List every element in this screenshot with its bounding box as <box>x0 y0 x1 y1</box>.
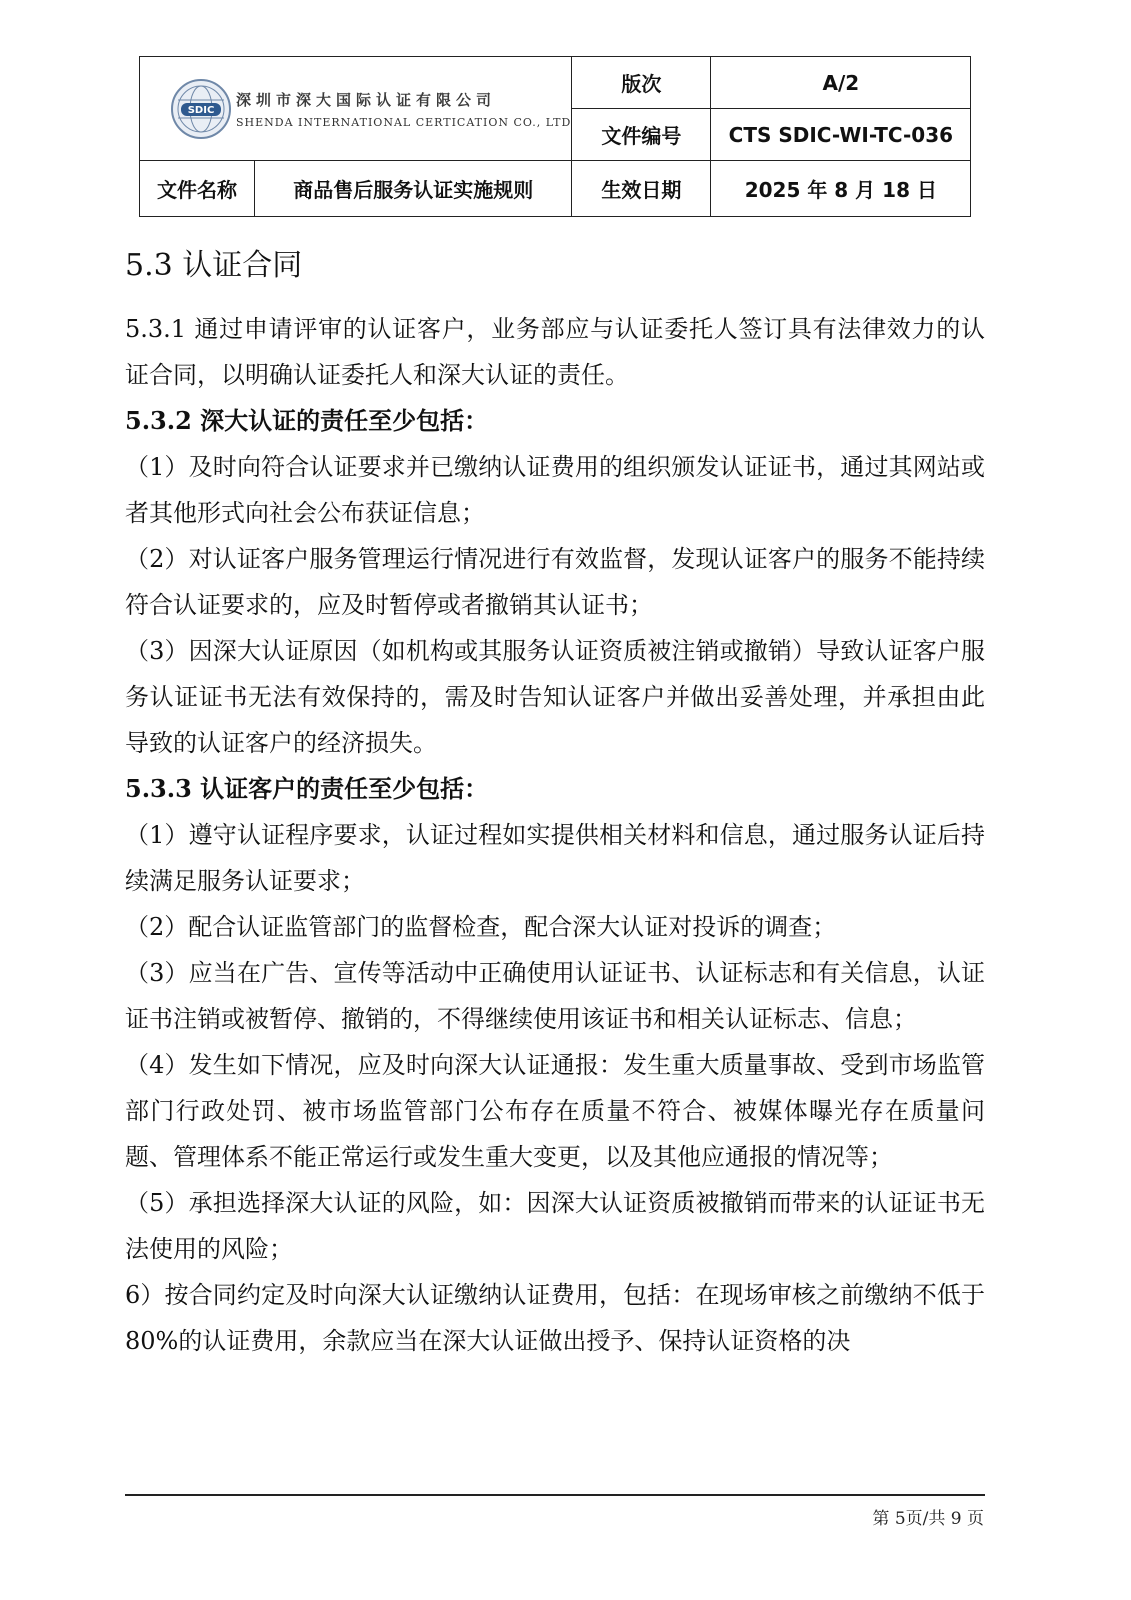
effective-date-label: 生效日期 <box>572 161 711 217</box>
list-item: （1）遵守认证程序要求，认证过程如实提供相关材料和信息，通过服务认证后持续满足服务认证要求； <box>125 821 985 895</box>
company-name-en: SHENDA INTERNATIONAL CERTICATION CO., LTD <box>236 115 572 129</box>
doc-name-value: 商品售后服务认证实施规则 <box>255 161 572 217</box>
list-item: （3）因深大认证原因（如机构或其服务认证资质被注销或撤销）导致认证客户服务认证证书无法有效保持的，需及时告知认证客户并做出妥善处理，并承担由此导致的认证客户的经济损失。 <box>125 637 985 757</box>
version-value: A/2 <box>711 57 971 109</box>
version-label: 版次 <box>572 57 711 109</box>
section-body <box>125 306 985 1364</box>
company-logo-cell <box>140 57 572 161</box>
doc-number-value: CTS SDIC-WI-TC-036 <box>711 109 971 161</box>
paragraph-5-3-3-heading: 5.3.3 认证客户的责任至少包括： <box>125 774 489 803</box>
section-heading: 5.3 认证合同 <box>125 248 303 283</box>
doc-name-label: 文件名称 <box>140 161 255 217</box>
logo-text: SDIC <box>187 104 215 116</box>
effective-date-value: 2025 年 8 月 18 日 <box>711 161 971 217</box>
company-name-cn: 深圳市深大国际认证有限公司 <box>236 90 497 109</box>
footer-divider <box>125 1494 985 1496</box>
list-item: （2）对认证客户服务管理运行情况进行有效监督，发现认证客户的服务不能持续符合认证要求的，应及时暂停或者撤销其认证书； <box>125 545 985 619</box>
list-item: （1）及时向符合认证要求并已缴纳认证费用的组织颁发认证证书，通过其网站或者其他形式向社会公布获证信息； <box>125 453 985 527</box>
list-item: （5）承担选择深大认证的风险，如：因深大认证资质被撤销而带来的认证证书无法使用的风险； <box>125 1189 985 1263</box>
paragraph-5-3-1: 5.3.1 通过申请评审的认证客户，业务部应与认证委托人签订具有法律效力的认证合同，以明确认证委托人和深大认证的责任。 <box>125 315 985 389</box>
doc-number-label: 文件编号 <box>572 109 711 161</box>
page-number: 第 5页/共 9 页 <box>872 1509 984 1529</box>
document-header-table <box>139 56 971 217</box>
list-item: 6）按合同约定及时向深大认证缴纳认证费用，包括：在现场审核之前缴纳不低于 80%的认证费用，余款应当在深大认证做出授予、保持认证资格的决 <box>125 1281 985 1355</box>
paragraph-5-3-2-heading: 5.3.2 深大认证的责任至少包括： <box>125 406 489 435</box>
list-item: （3）应当在广告、宣传等活动中正确使用认证证书、认证标志和有关信息，认证证书注销或被暂停、撤销的，不得继续使用该证书和相关认证标志、信息； <box>125 959 985 1033</box>
list-item: （4）发生如下情况，应及时向深大认证通报：发生重大质量事故、受到市场监管部门行政处罚、被市场监管部门公布存在质量不符合、被媒体曝光存在质量问题、管理体系不能正常运行或发生重大变更，以及其他应通报的情况等； <box>125 1051 985 1171</box>
list-item: （2）配合认证监管部门的监督检查，配合深大认证对投诉的调查； <box>125 913 837 941</box>
company-logo-icon <box>170 78 232 140</box>
